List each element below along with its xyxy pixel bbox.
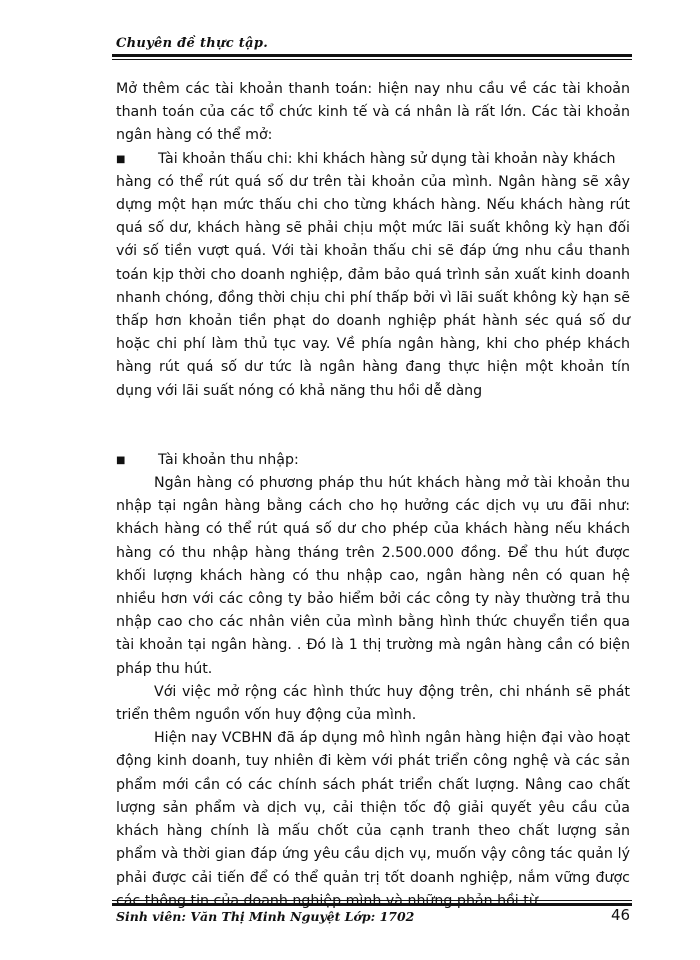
bullet-overdraft-text: Tài khoản thấu chi: khi khách hàng sử dụng tài khoản này khách xyxy=(158,150,616,167)
paragraph-gap xyxy=(116,403,630,449)
page-body xyxy=(116,78,630,913)
bullet-square-icon: ■ xyxy=(116,153,126,165)
income-paragraph: Ngân hàng có phương pháp thu hút khách hàng mở tài khoản thu nhập tại ngân hàng bằng cách cho họ hưởng các dịch vụ ưu đãi như: khách hàng có thể rút quá số dư cho phép của khách hàng nếu khách hàng có thu nhập hàng tháng trên 2.500.000 đồng. Để thu hút được khối lượng khách hàng có thu nhập cao, ngân hàng nên có quan hệ nhiều hơn với các công ty bảo hiểm bởi các công ty này thường trả thu nhập cao cho các nhân viên của mình bằng hình thức chuyển tiền qua tài khoản tại ngân hàng. . Đó là 1 thị trường mà ngân hàng cần có biện pháp thu hút. xyxy=(116,475,630,677)
expand-paragraph: Với việc mở rộng các hình thức huy động trên, chi nhánh sẽ phát triển thêm nguồn vốn huy động của mình. xyxy=(116,683,630,724)
bullet-overdraft xyxy=(116,148,630,171)
footer-student-info: Sinh viên: Văn Thị Minh Nguyệt Lớp: 1702 xyxy=(116,909,415,924)
footer-rule xyxy=(112,900,632,906)
page-header-title: Chuyên đề thực tập. xyxy=(116,36,269,51)
header-rule xyxy=(112,54,632,60)
page-number: 46 xyxy=(611,906,631,924)
bullet-square-icon: ■ xyxy=(116,454,126,466)
modern-paragraph: Hiện nay VCBHN đã áp dụng mô hình ngân hàng hiện đại vào hoạt động kinh doanh, tuy nhiên đi kèm với phát triển công nghệ và các sản phẩm mới cần có các chính sách phát triển chất lượng. Nâng cao chất lượng sản phẩm và dịch vụ, cải thiện tốc độ giải quyết yêu cầu của khách hàng chính là mấu chốt của cạnh tranh theo chất lượng sản phẩm và thời gian đáp ứng yêu cầu dịch vụ, muốn vậy công tác quản lý phải được cải tiến để có thể quản trị tốt doanh nghiệp, nắm vững được xyxy=(116,730,630,886)
bullet-income xyxy=(116,449,630,472)
bullet-income-text: Tài khoản thu nhập: xyxy=(158,451,299,468)
intro-paragraph: Mở thêm các tài khoản thanh toán: hiện nay nhu cầu về các tài khoản thanh toán của các tổ chức kinh tế và cá nhân là rất lớn. Các tài khoản ngân hàng có thể mở: xyxy=(116,81,630,144)
overdraft-paragraph: hàng có thể rút quá số dư trên tài khoản của mình. Ngân hàng sẽ xây dựng một hạn mức thấu chi cho từng khách hàng. Nếu khách hàng rút quá số dư, khách hàng sẽ phải chịu một mức lãi suất không kỳ hạn đối với số tiền vượt quá. Với tài khoản thấu chi sẽ đáp ứng nhu cầu thanh toán kịp thời cho doanh nghiệp, đảm bảo quá trình sản xuất kinh doanh nhanh chóng, đồng thời chịu chi phí thấp bởi vì lãi suất không kỳ hạn sẽ thấp hơn khoản tiền phạt do doanh nghiệp phát hành séc quá số dư hoặc chi phí làm thủ tục vay. Về phía ngân hàng, khi cho phép khách hàng rút quá số dư tức là ngân hàng đang thực hiện một khoản tín dụng với lãi suất nóng có khả năng thu hồi dễ dàng xyxy=(116,173,630,399)
